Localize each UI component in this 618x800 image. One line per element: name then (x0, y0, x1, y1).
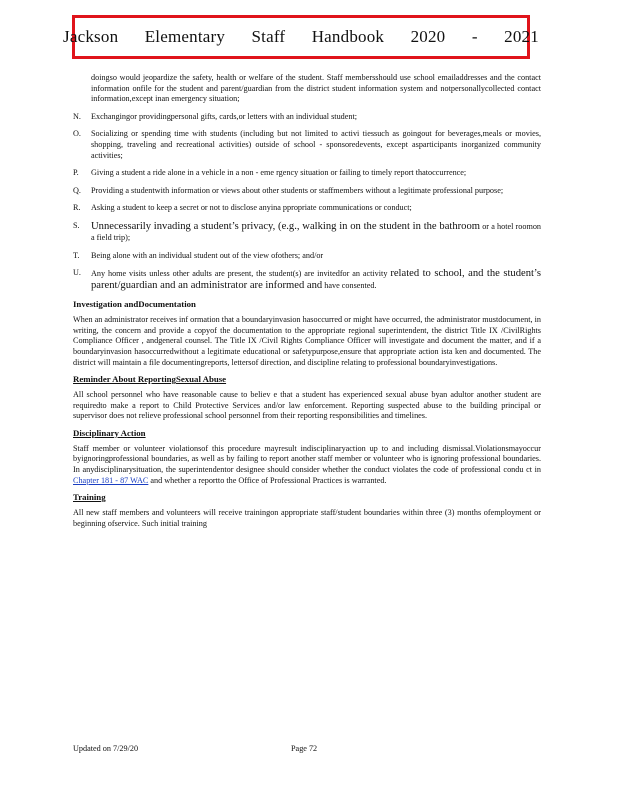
list-item-t (73, 251, 541, 262)
list-letter: U. (73, 268, 81, 278)
list-text: Socializing or spending time with students (including but not limited to activi tiessuch as goingout for beverages,meals or movies, shopping, traveling and recreational activities) outside of school - sponsoredevents, except asparticipants inorganized community activities; (91, 129, 541, 160)
list-text-large: Unnecessarily invading a student’s privacy, (e.g., walking in on the student in the bathroom (91, 220, 481, 232)
document-body (73, 73, 541, 535)
list-text (91, 268, 541, 292)
list-text-start: Any home visits unless other adults are present, the student(s) are invitedfor an activity (91, 269, 388, 279)
list-text: Giving a student a ride alone in a vehicle in a non - eme rgency situation or failing to timely report thatoccurrence; (91, 168, 467, 178)
disciplinary-heading-text: Disciplinary Action (73, 427, 146, 438)
training-paragraph: All new staff members and volunteers will receive trainingon appropriate staff/student boundaries within three (3) months ofemployment or beginning ofservice. Such initial training (73, 508, 541, 528)
list-text: Asking a student to keep a secret or not to disclose anyina ppropriate communications or conduct; (91, 203, 412, 213)
disciplinary-heading (73, 428, 541, 439)
list-text-rest: have consented. (324, 281, 377, 291)
reminder-heading (73, 374, 541, 385)
investigation-paragraph: When an administrator receives inf ormation that a boundaryinvasion hasoccurred or might have occurred, the administrator mustdocument, in writing, the concern and provide a copyof the documentation to the appropriate regional superintendent, the district Title IX /CivilRights Compliance Officer , andgeneral counsel. The Title IX /Civil Rights Compliance Officer will investigate and document the matter, and if a boundaryinvasion hasoccurredwithout a legitimate educational or safetypurpose,ensure that appropriate action ista ken and documented. The district will maintain a file documentingreports, lettersof direction, and discipline relating to professional boundaryinvestigations. (73, 315, 541, 367)
list-item-q (73, 186, 541, 197)
training-heading (73, 492, 541, 503)
list-item-o (73, 129, 541, 161)
reminder-heading-text: Reminder About ReportingSexual Abuse (73, 374, 227, 385)
reminder-paragraph: All school personnel who have reasonable cause to believ e that a student has experienced sexual abuse byan adultor another student are requiredto make a report to Child Protective Services and/or law enforcement. Reporting suspected abuse to the building principal or supervisor does not relieve professional school personnel from their reporting responsibilities and timelines. (73, 390, 541, 421)
handbook-title: Jackson Elementary Staff Handbook 2020 - 2021 (63, 27, 539, 46)
disciplinary-paragraph (73, 444, 541, 486)
training-heading-text: Training (73, 492, 106, 503)
list-letter: S. (73, 220, 80, 230)
investigation-heading: Investigation andDocumentation (73, 299, 196, 310)
list-text: Providing a studentwith information or views about other students or staffmembers without a legitimate professional purpose; (91, 185, 504, 195)
wac-chapter-link[interactable]: Chapter 181 - 87 WAC (73, 475, 149, 485)
list-letter: P. (73, 168, 79, 178)
list-letter: Q. (73, 185, 81, 195)
list-letter: N. (73, 111, 81, 121)
page-number: Page 72 (291, 744, 318, 753)
disciplinary-text-before: Staff member or volunteer violationsof this procedure mayresult indisciplinaryaction up to and including dismissal.Violationsmayoccur byignoringprofessional boundaries, as well as by failing to report another staff member or volunteer who is ignoring professional boundaries. In anydisciplinarysituation, the superintendentor designee should consider whether the conduct violates the code of professional condu ct in (73, 443, 541, 475)
handbook-header (63, 15, 539, 59)
list-item-n (73, 112, 541, 123)
list-item-p (73, 168, 541, 179)
list-text-large: related to school, and the student’s parent/guardian and an administrator are informed and (91, 268, 541, 292)
list-text: Exchangingor providingpersonal gifts, cards,or letters with an individual student; (91, 111, 358, 121)
list-letter: R. (73, 203, 81, 213)
continuation-paragraph: doingso would jeopardize the safety, health or welfare of the student. Staff membersshould use school emailaddresses and the contact information onfile for the student and parent/guardian from the district student information system and notpersonallycollected contact information,except inan emergency situation; (91, 73, 541, 104)
updated-date: Updated on 7/29/20 (73, 744, 139, 753)
list-text-rest: or a hotel roomon a field trip); (91, 221, 542, 242)
list-text: Being alone with an individual student out of the view ofothers; and/or (91, 250, 324, 260)
list-item-s (73, 221, 541, 244)
list-item-u (73, 268, 541, 292)
list-letter: O. (73, 129, 81, 139)
list-text (91, 221, 541, 244)
disciplinary-text-after: and whether a reportto the Office of Professional Practices is warranted. (150, 475, 387, 485)
list-letter: T. (73, 250, 80, 260)
list-item-r (73, 203, 541, 214)
